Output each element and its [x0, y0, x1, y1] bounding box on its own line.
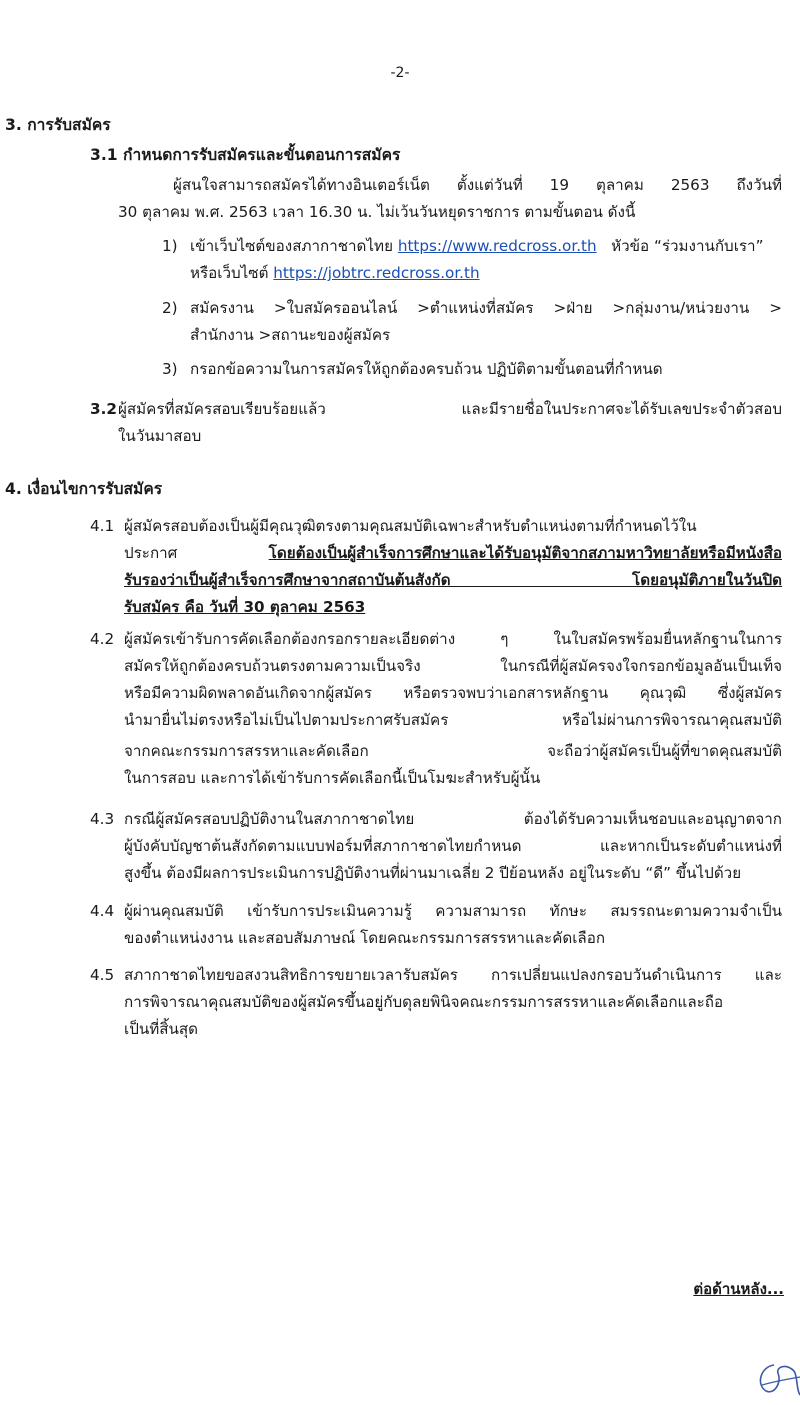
page-number: -2- — [390, 65, 410, 81]
item-4-1-line4: รับสมัคร คือ วันที่ 30 ตุลาคม 2563 — [124, 598, 366, 616]
step-number: 1) — [162, 237, 178, 255]
step-1-line2: หรือเว็บไซต์ https://jobtrc.redcross.or.th — [190, 264, 480, 282]
item-4-5-line: สภากาชาดไทยขอสงวนสิทธิการขยายเวลารับสมัคร การเปลี่ยนแปลงกรอบวันดำเนินการ และ — [124, 966, 782, 984]
continued-on-back-label: ต่อด้านหลัง... — [693, 1280, 784, 1298]
step-3-line1: กรอกข้อความในการสมัครให้ถูกต้องครบถ้วน ปฏิบัติตามขั้นตอนที่กำหนด — [190, 360, 663, 378]
step-2-line1: สมัครงาน >ใบสมัครออนไลน์ >ตำแหน่งที่สมัคร >ฝ่าย >กลุ่มงาน/หน่วยงาน > — [190, 299, 782, 317]
section-4-heading: 4. เงื่อนไขการรับสมัคร — [5, 480, 163, 498]
jobtrc-website-link[interactable]: https://jobtrc.redcross.or.th — [273, 264, 480, 282]
item-4-3-line: สูงขึ้น ต้องมีผลการประเมินการปฏิบัติงานที่ผ่านมาเฉลี่ย 2 ปีย้อนหลัง อยู่ในระดับ “ดี” ขึ้นไปด้วย — [124, 864, 742, 882]
item-4-4-line: ผู้ผ่านคุณสมบัติ เข้ารับการประเมินความรู้ ความสามารถ ทักษะ สมรรถนะตามความจำเป็น — [124, 902, 782, 920]
item-number: 4.5 — [90, 966, 115, 984]
item-4-5-line: การพิจารณาคุณสมบัติของผู้สมัครขึ้นอยู่กับดุลยพินิจคณะกรรมการสรรหาและคัดเลือกและถือ — [124, 993, 724, 1011]
item-4-3-line: ผู้บังคับบัญชาต้นสังกัดตามแบบฟอร์มที่สภากาชาดไทยกำหนด และหากเป็นระดับตำแหน่งที่ — [124, 837, 782, 855]
section-3-1-intro-cont: 30 ตุลาคม พ.ศ. 2563 เวลา 16.30 น. ไม่เว้นวันหยุดราชการ ตามขั้นตอน ดังนี้ — [118, 203, 636, 221]
item-number: 3.2 — [90, 400, 117, 418]
item-3-2-line1: ผู้สมัครที่สมัครสอบเรียบร้อยแล้ว และมีรายชื่อในประกาศจะได้รับเลขประจำตัวสอบ — [118, 400, 782, 418]
item-4-2-line: ในการสอบ และการได้เข้ารับการคัดเลือกนี้เป็นโมฆะสำหรับผู้นั้น — [124, 769, 541, 787]
item-4-2-line: หรือมีความผิดพลาดอันเกิดจากผู้สมัคร หรือตรวจพบว่าเอกสารหลักฐาน คุณวุฒิ ซึ่งผู้สมัคร — [124, 684, 782, 702]
subsection-3-1-heading: 3.1 กำหนดการรับสมัครและขั้นตอนการสมัคร — [90, 146, 401, 164]
item-4-3-line: กรณีผู้สมัครสอบปฏิบัติงานในสภากาชาดไทย ต้องได้รับความเห็นชอบและอนุญาตจาก — [124, 810, 782, 828]
item-number: 4.1 — [90, 517, 115, 535]
section-3-heading: 3. การรับสมัคร — [5, 116, 111, 134]
item-4-1-line1: ผู้สมัครสอบต้องเป็นผู้มีคุณวุฒิตรงตามคุณสมบัติเฉพาะสำหรับตำแหน่งตามที่กำหนดไว้ใน — [124, 517, 697, 535]
item-4-2-line: จากคณะกรรมการสรรหาและคัดเลือก จะถือว่าผู้สมัครเป็นผู้ที่ขาดคุณสมบัติ — [124, 742, 782, 760]
item-4-5-line: เป็นที่สิ้นสุด — [124, 1020, 199, 1038]
item-4-2-line: นำมายื่นไม่ตรงหรือไม่เป็นไปตามประกาศรับสมัคร หรือไม่ผ่านการพิจารณาคุณสมบัติ — [124, 711, 782, 729]
item-3-2-line2: ในวันมาสอบ — [118, 427, 202, 445]
item-4-1-line3: รับรองว่าเป็นผู้สำเร็จการศึกษาจากสถาบันต้นสังกัด โดยอนุมัติภายในวันปิด — [124, 571, 782, 589]
item-number: 4.3 — [90, 810, 115, 828]
item-number: 4.4 — [90, 902, 115, 920]
item-4-2-line: สมัครให้ถูกต้องครบถ้วนตรงตามความเป็นจริง ในกรณีที่ผู้สมัครจงใจกรอกข้อมูลอันเป็นเท็จ — [124, 657, 782, 675]
item-number: 4.2 — [90, 630, 115, 648]
item-4-2-line: ผู้สมัครเข้ารับการคัดเลือกต้องกรอกรายละเอียดต่าง ๆ ในใบสมัครพร้อมยื่นหลักฐานในการ — [124, 630, 782, 648]
item-4-1-line2: ประกาศ โดยต้องเป็นผู้สำเร็จการศึกษาและได้รับอนุมัติจากสภามหาวิทยาลัยหรือมีหนังสือ — [124, 544, 782, 562]
item-4-4-line: ของตำแหน่งงาน และสอบสัมภาษณ์ โดยคณะกรรมการสรรหาและคัดเลือก — [124, 929, 606, 947]
step-2-line2: สำนักงาน >สถานะของผู้สมัคร — [190, 326, 391, 344]
step-number: 3) — [162, 360, 178, 378]
section-3-1-intro: ผู้สนใจสามารถสมัครได้ทางอินเตอร์เน็ต ตั้งแต่วันที่ 19 ตุลาคม 2563 ถึงวันที่ — [173, 176, 782, 194]
step-number: 2) — [162, 299, 178, 317]
step-1-line1: เข้าเว็บไซต์ของสภากาชาดไทย https://www.redcross.or.th หัวข้อ “ร่วมงานกับเรา” — [190, 237, 764, 255]
redcross-website-link[interactable]: https://www.redcross.or.th — [397, 237, 597, 255]
signature-icon — [752, 1355, 800, 1405]
